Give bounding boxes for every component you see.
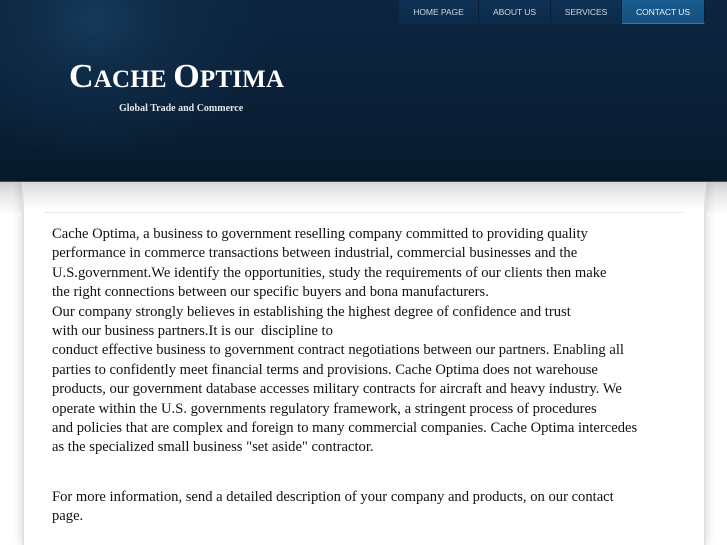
contact-line: page. <box>52 508 84 525</box>
paragraph-line: as the specialized small business "set aside" contractor. <box>52 439 374 456</box>
logo-letter-c: C <box>69 58 94 95</box>
paragraph-line: with our business partners.It is our discipline to <box>52 323 333 340</box>
paragraph-line: Cache Optima, a business to government reselling company committed to providing quality <box>52 226 588 242</box>
site-logo[interactable] <box>69 60 284 94</box>
paragraph-line: operate within the U.S. governments regulatory framework, a stringent process of procedures <box>52 400 597 417</box>
nav-home-page[interactable]: HOME PAGE <box>399 0 479 24</box>
contact-line: For more information, send a detailed description of your company and products, on our contact <box>52 489 614 505</box>
logo-text-ache: ACHE <box>93 66 167 93</box>
content-divider <box>44 212 684 213</box>
site-tagline: Global Trade and Commerce <box>119 103 244 114</box>
nav-contact-us[interactable]: CONTACT US <box>622 0 705 24</box>
paragraph-line: and policies that are complex and foreign to many commercial companies. Cache Optima intercedes <box>52 420 638 437</box>
site-header <box>0 0 727 182</box>
nav-services[interactable]: SERVICES <box>551 0 622 24</box>
paragraph-line: the right connections between our specific buyers and bona manufacturers. <box>52 284 489 301</box>
paragraph-line: Our company strongly believes in establishing the highest degree of confidence and trust <box>52 303 571 320</box>
paragraph-line: products, our government database accesses military contracts for aircraft and heavy industry. We <box>52 381 622 398</box>
about-paragraph <box>52 225 692 458</box>
nav-about-us[interactable]: ABOUT US <box>479 0 551 24</box>
paragraph-line: conduct effective business to government contract negotiations between our partners. Enabling all <box>52 342 624 359</box>
paragraph-line: performance in commerce transactions between industrial, commercial businesses and the <box>52 245 578 262</box>
paragraph-line: U.S.government.We identify the opportunities, study the requirements of our clients then make <box>52 264 607 281</box>
logo-letter-o: O <box>173 58 200 95</box>
contact-paragraph <box>52 488 692 527</box>
logo-text-ptima: PTIMA <box>199 66 285 93</box>
main-nav <box>399 0 705 24</box>
paragraph-line: parties to confidently meet financial terms and provisions. Cache Optima does not warehouse <box>52 361 598 378</box>
